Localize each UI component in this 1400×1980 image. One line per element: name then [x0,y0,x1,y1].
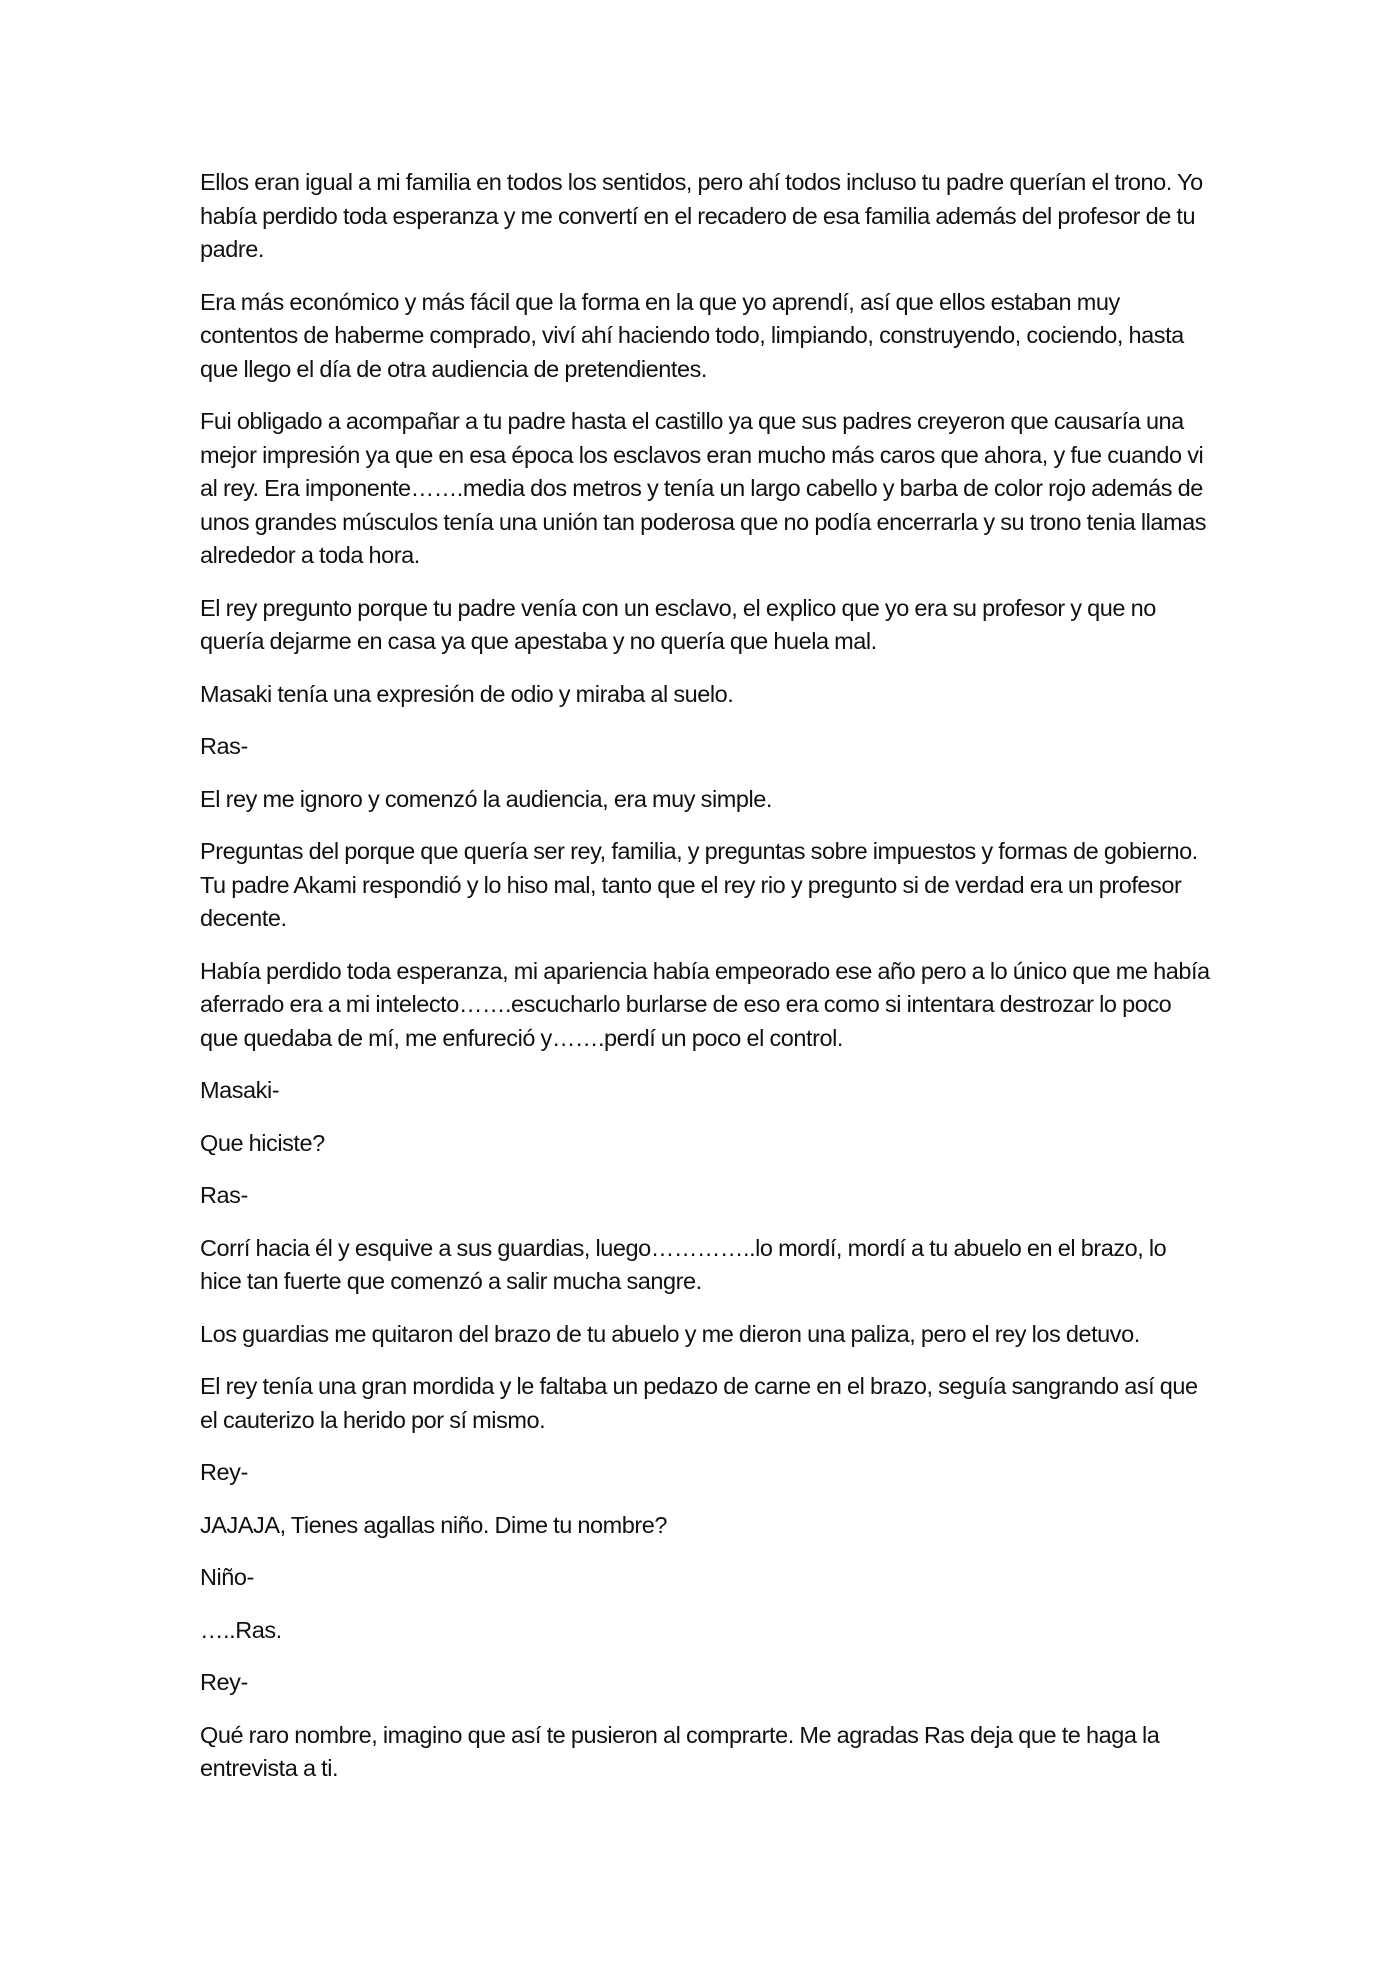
paragraph: Era más económico y más fácil que la forma en la que yo aprendí, así que ellos estaban muy contentos de haberme comprado, viví ahí haciendo todo, limpiando, construyendo, cociendo, hasta que llego el día de otra audiencia de pretendientes. [200,288,1184,382]
dialogue-line: Qué raro nombre, imagino que así te pusieron al comprarte. Me agradas Ras deja que te haga la entrevista a ti. [200,1721,1160,1781]
paragraph: Fui obligado a acompañar a tu padre hasta el castillo ya que sus padres creyeron que causaría una mejor impresión ya que en esa época los esclavos eran mucho más caros que ahora, y fue cuando vi al rey. Era imponente…….media dos metros y tenía un largo cabello y barba de color rojo además de unos grandes músculos tenía una unión tan poderosa que no podía encerrarla y su trono tenia llamas alrededor a toda hora. [200,408,1207,568]
paragraph: Preguntas del porque que quería ser rey, familia, y preguntas sobre impuestos y formas de gobierno. Tu padre Akami respondió y lo hiso mal, tanto que el rey rio y pregunto si de verdad era un profesor decente. [200,838,1198,931]
paragraph: Masaki tenía una expresión de odio y miraba al suelo. [200,680,734,707]
speaker-label: Masaki- [200,1077,280,1103]
dialogue-line: JAJAJA, Tienes agallas niño. Dime tu nombre? [200,1511,668,1538]
speaker-label: Rey- [200,1459,248,1485]
paragraph: Corrí hacia él y esquive a sus guardias, luego…………..lo mordí, mordí a tu abuelo en el brazo, lo hice tan fuerte que comenzó a salir mucha sangre. [200,1234,1167,1294]
paragraph: El rey pregunto porque tu padre venía con un esclavo, el explico que yo era su profesor y que no quería dejarme en casa ya que apestaba y no quería que huela mal. [200,594,1156,654]
speaker-label: Rey- [200,1669,248,1695]
dialogue-line: …..Ras. [200,1616,282,1643]
paragraph: El rey tenía una gran mordida y le faltaba un pedazo de carne en el brazo, seguía sangrando así que el cauterizo la herido por sí mismo. [200,1373,1198,1433]
speaker-label: Ras- [200,1182,248,1208]
dialogue-line: Que hiciste? [200,1129,325,1156]
speaker-label: Ras- [200,733,248,759]
document-page [200,166,1210,1805]
paragraph: El rey me ignoro y comenzó la audiencia, era muy simple. [200,785,772,812]
paragraph: Había perdido toda esperanza, mi apariencia había empeorado ese año pero a lo único que me había aferrado era a mi intelecto…….escucharlo burlarse de eso era como si intentara destrozar lo poco que quedaba de mí, me enfureció y…….perdí un poco el control. [200,957,1210,1051]
paragraph: Ellos eran igual a mi familia en todos los sentidos, pero ahí todos incluso tu padre querían el trono. Yo había perdido toda esperanza y me convertí en el recadero de esa familia además del profesor de tu padre. [200,169,1203,262]
speaker-label: Niño- [200,1564,254,1590]
paragraph: Los guardias me quitaron del brazo de tu abuelo y me dieron una paliza, pero el rey los detuvo. [200,1320,1140,1347]
